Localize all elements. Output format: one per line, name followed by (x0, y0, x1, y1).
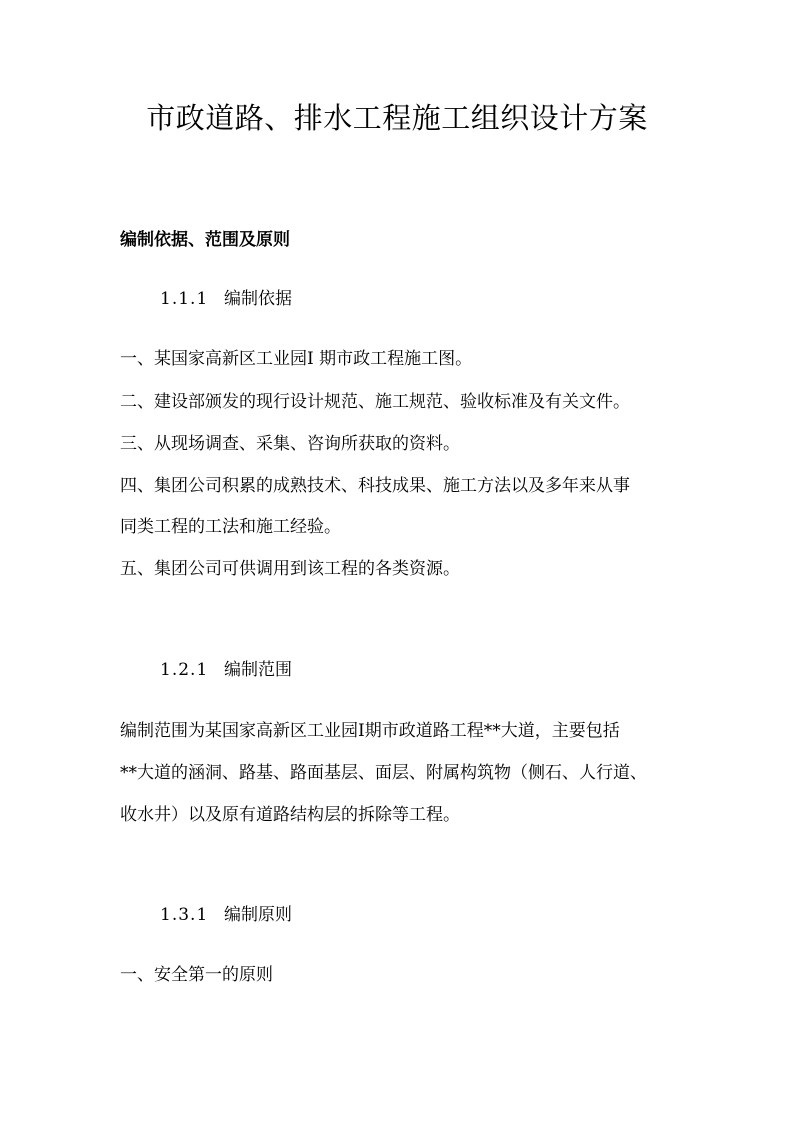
basis-item: 四、集团公司积累的成熟技术、科技成果、施工方法以及多年来从事 (120, 476, 630, 496)
scope-paragraph-line: 编制范围为某国家高新区工业园Ⅰ期市政道路工程**大道，主要包括 (120, 721, 620, 741)
basis-item: 三、从现场调查、采集、咨询所获取的资料。 (120, 434, 460, 454)
subsection-heading-scope (160, 656, 292, 684)
subsection-label: 编制依据 (224, 289, 292, 309)
subsection-label: 编制范围 (224, 660, 292, 680)
basis-item: 五、集团公司可供调用到该工程的各类资源。 (120, 559, 460, 579)
subsection-number: 1.2.1 (160, 660, 209, 680)
document-title: 市政道路、排水工程施工组织设计方案 (146, 101, 648, 135)
subsection-number: 1.3.1 (160, 905, 209, 925)
subsection-heading-basis (160, 285, 292, 313)
principle-item: 一、安全第一的原则 (120, 965, 273, 985)
basis-item: 同类工程的工法和施工经验。 (120, 517, 341, 537)
scope-paragraph-line: **大道的涵洞、路基、路面基层、面层、附属构筑物（侧石、人行道、 (120, 763, 647, 783)
subsection-number: 1.1.1 (160, 289, 209, 309)
subsection-heading-principles (160, 901, 292, 929)
subsection-label: 编制原则 (224, 905, 292, 925)
section-heading: 编制依据、范围及原则 (120, 230, 290, 250)
scope-paragraph-line: 收水井）以及原有道路结构层的拆除等工程。 (120, 805, 460, 825)
basis-item: 一、某国家高新区工业园Ⅰ 期市政工程施工图。 (120, 349, 473, 369)
basis-item: 二、建设部颁发的现行设计规范、施工规范、验收标准及有关文件。 (120, 392, 630, 412)
